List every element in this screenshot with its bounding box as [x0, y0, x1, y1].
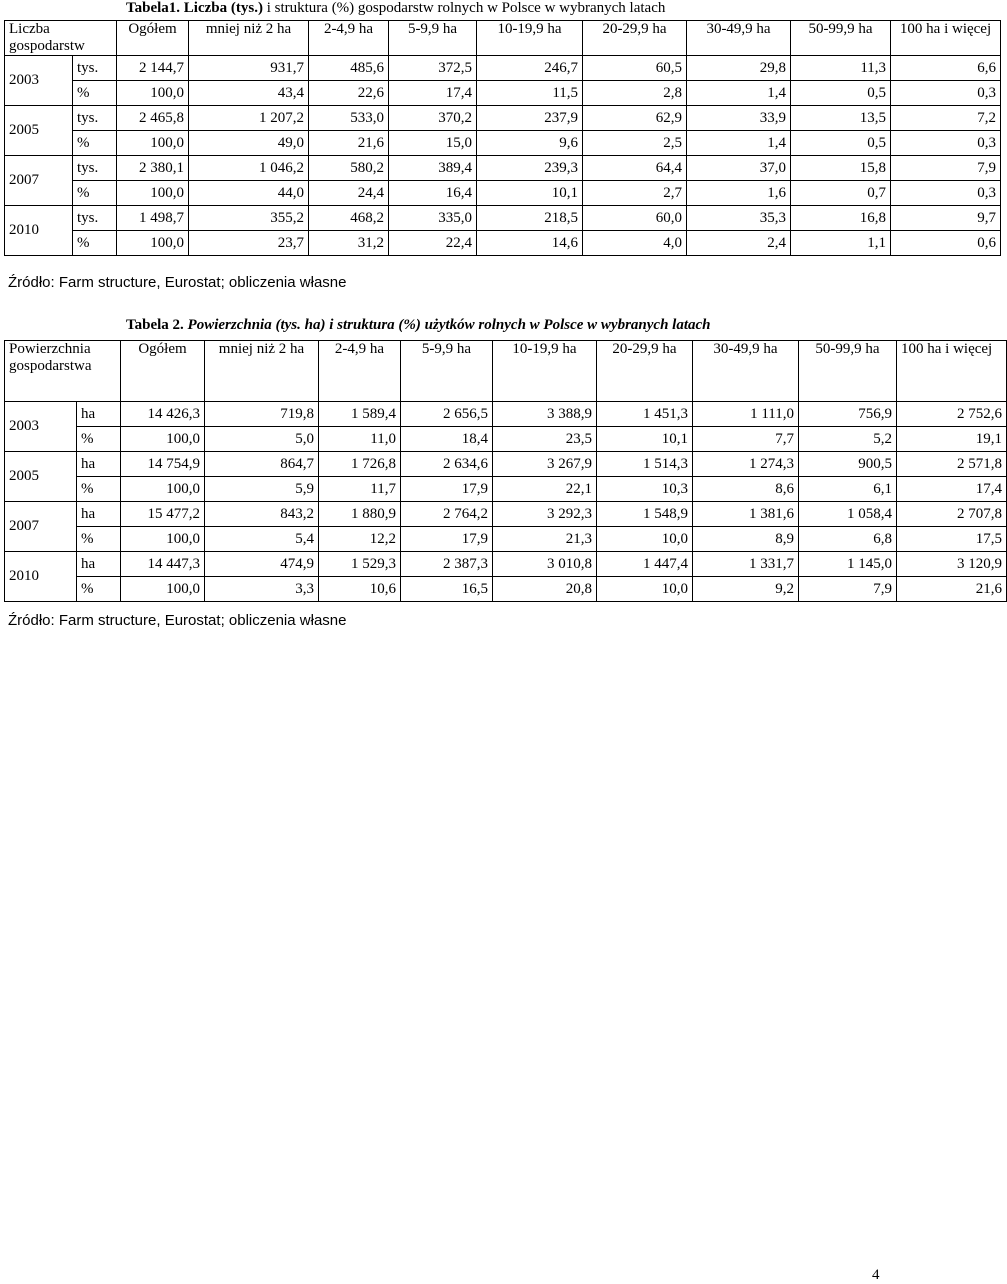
value-cell: 10,1: [597, 427, 693, 452]
value-cell: 1 451,3: [597, 402, 693, 427]
column-header: 10-19,9 ha: [477, 21, 583, 56]
value-cell: 1,1: [791, 231, 891, 256]
value-cell: 370,2: [389, 106, 477, 131]
value-cell: 100,0: [121, 477, 205, 502]
table-row: [5, 231, 1001, 256]
year-cell: 2007: [5, 156, 73, 206]
value-cell: 2 380,1: [117, 156, 189, 181]
value-cell: 15 477,2: [121, 502, 205, 527]
table-row: [5, 527, 1007, 552]
value-cell: 29,8: [687, 56, 791, 81]
value-cell: 7,9: [891, 156, 1001, 181]
value-cell: 22,1: [493, 477, 597, 502]
column-header: 50-99,9 ha: [799, 341, 897, 402]
value-cell: 16,5: [401, 577, 493, 602]
value-cell: 7,2: [891, 106, 1001, 131]
value-cell: 1 880,9: [319, 502, 401, 527]
value-cell: 11,7: [319, 477, 401, 502]
value-cell: 0,3: [891, 81, 1001, 106]
table2-source-note: Źródło: Farm structure, Eurostat; obliczenia własne: [8, 612, 347, 629]
value-cell: 864,7: [205, 452, 319, 477]
value-cell: 14 754,9: [121, 452, 205, 477]
table1-source-note: Źródło: Farm structure, Eurostat; obliczenia własne: [8, 274, 347, 291]
value-cell: 17,4: [897, 477, 1007, 502]
unit-cell: ha: [77, 402, 121, 427]
value-cell: 3 120,9: [897, 552, 1007, 577]
unit-cell: %: [77, 427, 121, 452]
unit-cell: tys.: [73, 156, 117, 181]
table1-caption: [126, 0, 665, 17]
value-cell: 2 634,6: [401, 452, 493, 477]
table2-caption-lead: Tabela 2.: [126, 317, 188, 333]
value-cell: 100,0: [117, 231, 189, 256]
value-cell: 5,0: [205, 427, 319, 452]
value-cell: 10,0: [597, 527, 693, 552]
value-cell: 16,4: [389, 181, 477, 206]
value-cell: 100,0: [121, 427, 205, 452]
unit-cell: %: [73, 81, 117, 106]
value-cell: 31,2: [309, 231, 389, 256]
unit-cell: %: [73, 181, 117, 206]
column-header: 30-49,9 ha: [693, 341, 799, 402]
value-cell: 1 726,8: [319, 452, 401, 477]
column-header: 5-9,9 ha: [401, 341, 493, 402]
value-cell: 474,9: [205, 552, 319, 577]
unit-cell: ha: [77, 452, 121, 477]
unit-cell: tys.: [73, 206, 117, 231]
value-cell: 843,2: [205, 502, 319, 527]
table1-caption-rest: i struktura (%) gospodarstw rolnych w Polsce w wybranych latach: [262, 0, 666, 16]
value-cell: 9,6: [477, 131, 583, 156]
unit-cell: tys.: [73, 106, 117, 131]
value-cell: 10,0: [597, 577, 693, 602]
value-cell: 1 381,6: [693, 502, 799, 527]
value-cell: 0,7: [791, 181, 891, 206]
table-row: [5, 181, 1001, 206]
table-row: [5, 56, 1001, 81]
table-row: [5, 131, 1001, 156]
value-cell: 8,6: [693, 477, 799, 502]
table-row: [5, 402, 1007, 427]
value-cell: 7,7: [693, 427, 799, 452]
value-cell: 1,4: [687, 81, 791, 106]
value-cell: 10,3: [597, 477, 693, 502]
value-cell: 1,4: [687, 131, 791, 156]
value-cell: 0,6: [891, 231, 1001, 256]
value-cell: 15,8: [791, 156, 891, 181]
value-cell: 3 010,8: [493, 552, 597, 577]
value-cell: 1 498,7: [117, 206, 189, 231]
column-header: mniej niż 2 ha: [205, 341, 319, 402]
table-row: [5, 81, 1001, 106]
column-header: 5-9,9 ha: [389, 21, 477, 56]
year-cell: 2005: [5, 106, 73, 156]
value-cell: 533,0: [309, 106, 389, 131]
value-cell: 1 274,3: [693, 452, 799, 477]
unit-cell: %: [77, 477, 121, 502]
column-header: Ogółem: [117, 21, 189, 56]
value-cell: 18,4: [401, 427, 493, 452]
value-cell: 35,3: [687, 206, 791, 231]
value-cell: 10,6: [319, 577, 401, 602]
column-header: 2-4,9 ha: [309, 21, 389, 56]
year-cell: 2010: [5, 552, 77, 602]
value-cell: 24,4: [309, 181, 389, 206]
value-cell: 389,4: [389, 156, 477, 181]
value-cell: 1 331,7: [693, 552, 799, 577]
value-cell: 2,4: [687, 231, 791, 256]
column-header: 50-99,9 ha: [791, 21, 891, 56]
value-cell: 335,0: [389, 206, 477, 231]
table-row: [5, 427, 1007, 452]
column-header: 10-19,9 ha: [493, 341, 597, 402]
value-cell: 2 387,3: [401, 552, 493, 577]
value-cell: 43,4: [189, 81, 309, 106]
value-cell: 7,9: [799, 577, 897, 602]
value-cell: 11,3: [791, 56, 891, 81]
table-row: [5, 106, 1001, 131]
value-cell: 20,8: [493, 577, 597, 602]
value-cell: 19,1: [897, 427, 1007, 452]
value-cell: 1 447,4: [597, 552, 693, 577]
value-cell: 372,5: [389, 56, 477, 81]
table-row: [5, 552, 1007, 577]
unit-cell: ha: [77, 552, 121, 577]
value-cell: 0,5: [791, 81, 891, 106]
column-header: 100 ha i więcej: [897, 341, 1007, 402]
table2-caption-rest: Powierzchnia (tys. ha) i struktura (%) użytków rolnych w Polsce w wybranych latach: [187, 317, 711, 333]
table1-caption-lead: Tabela1. Liczba (tys.): [126, 0, 263, 16]
table-row: [5, 502, 1007, 527]
value-cell: 246,7: [477, 56, 583, 81]
value-cell: 21,3: [493, 527, 597, 552]
value-cell: 11,0: [319, 427, 401, 452]
value-cell: 2,5: [583, 131, 687, 156]
value-cell: 6,8: [799, 527, 897, 552]
header-row: [5, 21, 1001, 56]
value-cell: 9,7: [891, 206, 1001, 231]
value-cell: 2 656,5: [401, 402, 493, 427]
table-row: [5, 206, 1001, 231]
value-cell: 355,2: [189, 206, 309, 231]
table-row: [5, 156, 1001, 181]
value-cell: 3,3: [205, 577, 319, 602]
corner-label-line1: Liczba: [9, 21, 50, 37]
corner-header: [5, 21, 117, 56]
page-number: 4: [872, 1267, 880, 1283]
value-cell: 2 144,7: [117, 56, 189, 81]
unit-cell: %: [73, 231, 117, 256]
value-cell: 16,8: [791, 206, 891, 231]
value-cell: 17,9: [401, 527, 493, 552]
table-row: [5, 477, 1007, 502]
value-cell: 22,6: [309, 81, 389, 106]
value-cell: 11,5: [477, 81, 583, 106]
value-cell: 100,0: [117, 131, 189, 156]
value-cell: 10,1: [477, 181, 583, 206]
value-cell: 23,7: [189, 231, 309, 256]
value-cell: 6,6: [891, 56, 1001, 81]
corner-header: Powierzchnia gospodarstwa: [5, 341, 121, 402]
value-cell: 100,0: [117, 181, 189, 206]
value-cell: 100,0: [117, 81, 189, 106]
header-row: [5, 341, 1007, 402]
value-cell: 62,9: [583, 106, 687, 131]
value-cell: 17,5: [897, 527, 1007, 552]
value-cell: 17,4: [389, 81, 477, 106]
value-cell: 1 514,3: [597, 452, 693, 477]
table1-farm-count: [4, 20, 1001, 256]
column-header: 30-49,9 ha: [687, 21, 791, 56]
value-cell: 44,0: [189, 181, 309, 206]
value-cell: 33,9: [687, 106, 791, 131]
column-header: 100 ha i więcej: [891, 21, 1001, 56]
value-cell: 580,2: [309, 156, 389, 181]
unit-cell: ha: [77, 502, 121, 527]
value-cell: 1 529,3: [319, 552, 401, 577]
value-cell: 13,5: [791, 106, 891, 131]
year-cell: 2005: [5, 452, 77, 502]
table2-caption: [126, 317, 711, 334]
value-cell: 1 058,4: [799, 502, 897, 527]
value-cell: 719,8: [205, 402, 319, 427]
value-cell: 1 589,4: [319, 402, 401, 427]
value-cell: 931,7: [189, 56, 309, 81]
value-cell: 237,9: [477, 106, 583, 131]
table2-farm-area: [4, 340, 1007, 602]
value-cell: 2 571,8: [897, 452, 1007, 477]
value-cell: 14 426,3: [121, 402, 205, 427]
value-cell: 468,2: [309, 206, 389, 231]
value-cell: 21,6: [897, 577, 1007, 602]
value-cell: 5,9: [205, 477, 319, 502]
value-cell: 485,6: [309, 56, 389, 81]
year-cell: 2003: [5, 402, 77, 452]
corner-label-line2: gospodarstw: [9, 38, 85, 54]
value-cell: 0,3: [891, 181, 1001, 206]
year-cell: 2007: [5, 502, 77, 552]
value-cell: 2 752,6: [897, 402, 1007, 427]
value-cell: 3 292,3: [493, 502, 597, 527]
year-cell: 2010: [5, 206, 73, 256]
table-row: [5, 577, 1007, 602]
value-cell: 2 707,8: [897, 502, 1007, 527]
unit-cell: %: [77, 577, 121, 602]
value-cell: 2,7: [583, 181, 687, 206]
value-cell: 900,5: [799, 452, 897, 477]
value-cell: 1 548,9: [597, 502, 693, 527]
value-cell: 1 145,0: [799, 552, 897, 577]
table-row: [5, 452, 1007, 477]
value-cell: 22,4: [389, 231, 477, 256]
value-cell: 5,4: [205, 527, 319, 552]
unit-cell: %: [77, 527, 121, 552]
value-cell: 0,3: [891, 131, 1001, 156]
value-cell: 0,5: [791, 131, 891, 156]
value-cell: 1 111,0: [693, 402, 799, 427]
value-cell: 1 207,2: [189, 106, 309, 131]
value-cell: 60,5: [583, 56, 687, 81]
value-cell: 14,6: [477, 231, 583, 256]
value-cell: 9,2: [693, 577, 799, 602]
value-cell: 218,5: [477, 206, 583, 231]
unit-cell: tys.: [73, 56, 117, 81]
value-cell: 5,2: [799, 427, 897, 452]
value-cell: 21,6: [309, 131, 389, 156]
value-cell: 15,0: [389, 131, 477, 156]
value-cell: 14 447,3: [121, 552, 205, 577]
value-cell: 100,0: [121, 577, 205, 602]
column-header: 2-4,9 ha: [319, 341, 401, 402]
value-cell: 12,2: [319, 527, 401, 552]
value-cell: 49,0: [189, 131, 309, 156]
year-cell: 2003: [5, 56, 73, 106]
column-header: 20-29,9 ha: [583, 21, 687, 56]
value-cell: 23,5: [493, 427, 597, 452]
value-cell: 1,6: [687, 181, 791, 206]
value-cell: 60,0: [583, 206, 687, 231]
value-cell: 3 267,9: [493, 452, 597, 477]
value-cell: 6,1: [799, 477, 897, 502]
value-cell: 3 388,9: [493, 402, 597, 427]
value-cell: 756,9: [799, 402, 897, 427]
value-cell: 2,8: [583, 81, 687, 106]
value-cell: 17,9: [401, 477, 493, 502]
value-cell: 8,9: [693, 527, 799, 552]
column-header: Ogółem: [121, 341, 205, 402]
column-header: 20-29,9 ha: [597, 341, 693, 402]
value-cell: 4,0: [583, 231, 687, 256]
column-header: mniej niż 2 ha: [189, 21, 309, 56]
value-cell: 239,3: [477, 156, 583, 181]
value-cell: 2 465,8: [117, 106, 189, 131]
value-cell: 64,4: [583, 156, 687, 181]
value-cell: 37,0: [687, 156, 791, 181]
value-cell: 2 764,2: [401, 502, 493, 527]
value-cell: 1 046,2: [189, 156, 309, 181]
unit-cell: %: [73, 131, 117, 156]
value-cell: 100,0: [121, 527, 205, 552]
